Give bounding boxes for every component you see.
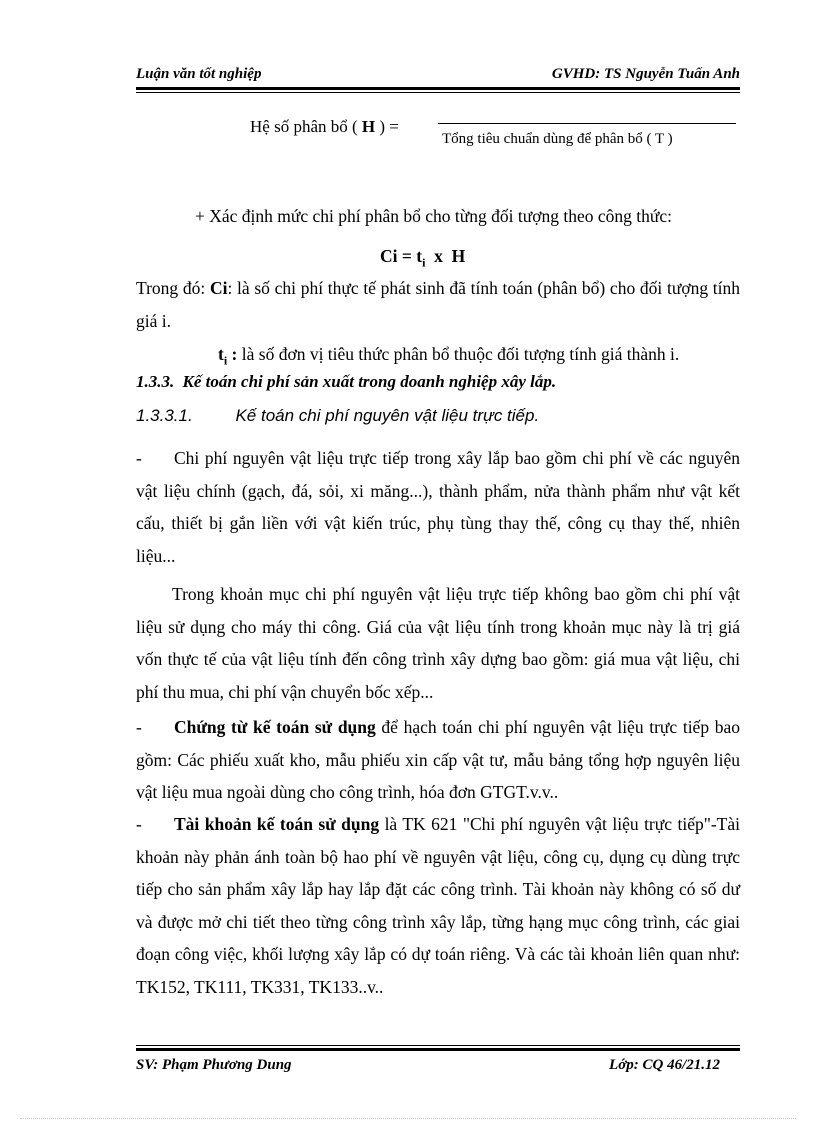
header-rule-thin [136,92,740,93]
paragraph-4 [136,808,740,1003]
where-ti-sub: i [223,353,228,368]
paragraph-4-bold: Tài khoản kế toán sử dụng [174,814,380,834]
section-133-number: 1.3.3. [136,372,175,391]
formula-ci-rhs: x H [425,246,466,266]
formula-h-label-bold: H [361,117,376,136]
paragraph-1-text: Chi phí nguyên vật liệu trực tiếp trong xây lắp bao gồm chi phí về các nguyên vật liệu chính (gạch, đá, sỏi, xi măng...), thành phẩm, nửa thành phẩm như vật kết cấu, thiết bị gắn liền với vật kiến trúc, phụ tùng thay thế, công cụ thay thế, nhiên liệu... [136,448,740,566]
section-1331-number: 1.3.3.1. [136,406,193,425]
section-133-heading [136,372,556,392]
formula-h-label-prefix: Hệ số phân bổ ( [250,117,362,136]
where-prefix: Trong đó: [136,278,210,298]
paragraph-3-text: để hạch toán chi phí nguyên vật liệu trực tiếp bao gồm: Các phiếu xuất kho, mẫu phiếu xin cấp vật tư, mẫu bảng tổng hợp nguyên liệu vật liệu mua ngoài dùng cho công trình, hóa đơn GTGT.v.v.. [136,717,740,802]
where-ti-bold: t [218,344,224,364]
paragraph-4-dash: - [136,814,142,834]
formula-h-denominator: Tổng tiêu chuẩn dùng để phân bổ ( T ) [442,131,673,147]
formula-h-label-suffix: ) = [375,117,399,136]
paragraph-3-bold: Chứng từ kế toán sử dụng [174,717,376,737]
footer-left: SV: Phạm Phương Dung [136,1057,292,1073]
formula-ci-sub: i [422,255,426,270]
where-ci-paragraph [136,272,740,337]
header-rule-thick [136,87,740,90]
formula-fraction-bar [438,123,736,124]
paragraph-4-text: là TK 621 "Chi phí nguyên vật liệu trực tiếp"-Tài khoản này phản ánh toàn bộ hao phí về nguyên vật liệu, công cụ, dụng cụ dùng trực tiếp cho sản phẩm xây lắp hay lắp đặt các công trình. Tài khoản này không có số dư và được mở chi tiết theo từng công trình xây lắp, từng hạng mục công trình, các giai đoạn công việc, khối lượng xây lắp có dự toán riêng. Và các tài khoản liên quan như: TK152, TK111, TK331, TK133..v.. [136,814,740,997]
page-edge-dotted-line [20,1118,796,1119]
paragraph-1 [136,442,740,572]
footer-rule-thin [136,1045,740,1046]
where-ti-text: là số đơn vị tiêu thức phân bổ thuộc đối tượng tính giá thành i. [237,344,680,364]
section-1331-heading [136,406,539,426]
footer-right: Lớp: CQ 46/21.12 [609,1057,720,1073]
section-1331-title: Kế toán chi phí nguyên vật liệu trực tiếp. [235,406,540,425]
header-right: GVHD: TS Nguyễn Tuấn Anh [551,66,740,82]
footer-rule-thick [136,1048,740,1051]
where-ti-colon: : [227,344,238,364]
where-ci-text: : là số chi phí thực tế phát sinh đã tính toán (phân bổ) cho đối tượng tính giá i. [136,278,741,331]
header-left: Luận văn tốt nghiệp [136,66,262,82]
paragraph-3 [136,711,740,809]
section-133-title: Kế toán chi phí sản xuất trong doanh nghiệp xây lắp. [182,372,557,391]
paragraph-3-dash: - [136,717,142,737]
bullet-plus-line: + Xác định mức chi phí phân bổ cho từng đối tượng theo công thức: [195,206,672,226]
formula-ci [380,246,465,271]
formula-ci-lhs: Ci = t [380,246,423,266]
paragraph-1-dash: - [136,448,142,468]
formula-h-label [250,117,399,137]
paragraph-2: Trong khoản mục chi phí nguyên vật liệu trực tiếp không bao gồm chi phí vật liệu sử dụng cho máy thi công. Giá của vật liệu tính trong khoản mục này là trị giá vốn thực tế của vật liệu tính đến công trình xây dựng bao gồm: giá mua vật liệu, chi phí thu mua, chi phí vận chuyển bốc xếp... [136,584,740,702]
where-ci-bold: Ci [209,278,228,298]
